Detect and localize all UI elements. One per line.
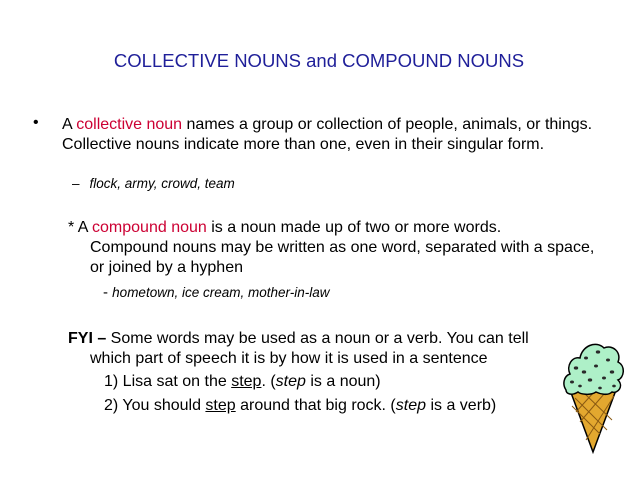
fyi-first: Some words may be used as a noun or a verb. You can tell — [106, 330, 529, 347]
fyi-label: FYI – — [68, 330, 107, 347]
compound-noun-definition — [68, 218, 608, 278]
ex1-italic: step — [275, 373, 306, 390]
dash-marker: – — [72, 176, 80, 191]
dash-marker: - — [103, 284, 108, 301]
compound-pre: * A — [68, 219, 93, 236]
ex2-italic: step — [395, 397, 427, 414]
fyi-rest: which part of speech it is by how it is used in a sentence — [90, 350, 488, 367]
ex2-mid: around that big rock. ( — [235, 397, 396, 414]
compound-post-first: is a noun made up of two or more words. — [206, 219, 502, 236]
compound-examples — [103, 284, 330, 301]
compound-examples-text: hometown, ice cream, mother-in-law — [112, 285, 330, 300]
ice-cream-cone-icon — [560, 336, 626, 454]
compound-noun-term: compound noun — [92, 219, 207, 236]
ex2-pre: 2) You should — [104, 397, 206, 414]
ex2-word: step — [205, 397, 236, 414]
collective-noun-definition — [62, 115, 607, 155]
slide-title: COLLECTIVE NOUNS and COMPOUND NOUNS — [113, 50, 525, 71]
ex1-mid: . ( — [261, 373, 276, 390]
example-sentence-2 — [104, 397, 496, 415]
compound-post-rest: Compound nouns may be written as one word, separated with a space, or joined by a hyphen — [90, 239, 595, 276]
collective-examples — [72, 176, 235, 191]
collective-pre: A — [62, 116, 77, 133]
ex1-post: is a noun) — [305, 373, 381, 390]
collective-examples-text: flock, army, crowd, team — [89, 176, 235, 191]
bullet-marker: • — [33, 114, 39, 131]
ex1-pre: 1) Lisa sat on the — [104, 373, 232, 390]
fyi-note — [68, 329, 608, 369]
example-sentence-1 — [104, 373, 381, 391]
ex1-word: step — [231, 373, 262, 390]
ex2-post: is a verb) — [426, 397, 497, 414]
collective-post: names a group or collection of people, animals, or things. Collective nouns indicate more than one, even in their singular form. — [62, 116, 593, 153]
collective-noun-term: collective noun — [76, 116, 183, 133]
